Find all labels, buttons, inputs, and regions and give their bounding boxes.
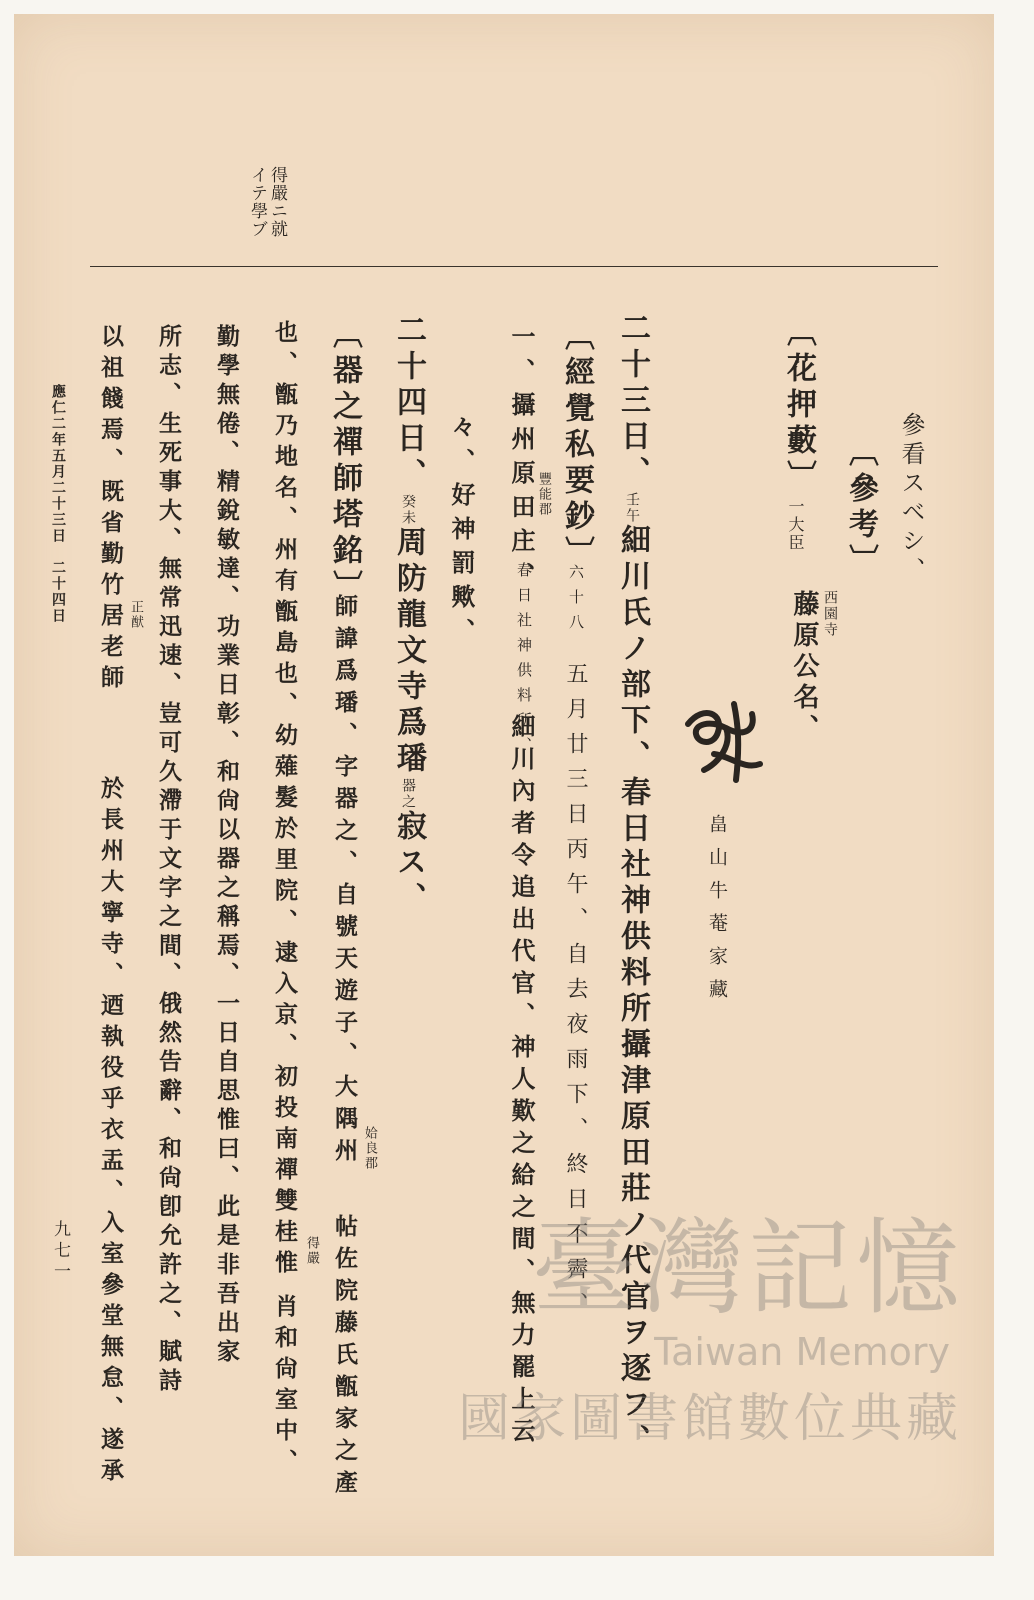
keikaku-continuation: 々、好神罰歟、 [447,414,476,652]
watermark-chinese: 國家圖書館數位典藏 [458,1389,963,1449]
keikaku-heading: 〔經覺私要鈔〕 [559,320,594,572]
keikaku-item-a: 一、攝州原田庄、 [507,324,536,596]
page-number: 九七一 [50,1220,70,1283]
entry24-text-b: 寂ス、 [391,810,426,918]
kaoubou-name: 藤原公名、 [789,590,819,745]
keikaku-volume: 六十八 [567,564,585,639]
keikaku-item-c: 細川內者令追出代官、神人歎之給之間、無力罷上云 [507,714,536,1450]
entry23-date: 二十三日、 [615,312,650,492]
document-page [14,14,994,1556]
entry23-text: 細川氏ノ部下、春日社神供料所攝津原田莊ノ代官ヲ逐フ、 [615,524,650,1460]
inscription-col5-note: 正猷 [128,600,143,630]
inscription-col3: 勤學無倦、精銳敏達、功業日彰、和尙以器之稱焉、一日自思惟曰、此是非吾出家 [213,324,240,1368]
taiwan-memory-watermark [444,1184,964,1449]
watermark-title: 臺灣記憶 [531,1207,964,1329]
entry23-ganzhi: 壬午 [624,492,640,524]
margin-note-line-1: 得嚴ニ就 [267,166,287,238]
entry24-date: 二十四日、 [391,314,426,494]
collection-label: 畠山牛菴家藏 [706,814,728,1012]
inscription-col2b: 肖和尙室中、 [271,1294,298,1480]
entry24 [386,314,430,918]
inscription-col5b: 於長州大寧寺、迺執役乎衣盂、入室參堂無怠、遂承 [97,776,124,1489]
margin-note-line-2: イテ學ブ [247,166,267,238]
sankou-heading: 〔參考〕 [843,436,878,580]
kaoubou-rank: 一大臣 [786,498,805,552]
inscription-col2-note: 得嚴 [304,1236,319,1266]
keikaku-gun-note: 豐能郡 [536,472,551,517]
margin-note [266,166,287,238]
keikaku-item-b: 春日社神供料所、 [515,562,533,762]
keikaku-text: 五月廿三日丙午、自去夜雨下、終日不霽、 [563,662,588,1327]
header-rule [90,266,938,267]
entry24-text-small: 器之 [400,778,416,810]
inscription-col2: 也、甑乃地名、州有甑島也、幼薙髮於里院、逮入京、初投南禪雙桂惟 [271,320,298,1281]
kaoubou-heading: 〔花押藪〕 [781,316,816,496]
watermark-english: Taiwan Memory [654,1330,950,1374]
inscription-col1-gun: 姶良郡 [362,1126,377,1171]
margin-note-2 [246,166,267,238]
sankan-text: 參看スベシ、 [897,412,925,586]
kaou-seal-image [674,684,770,794]
inscription-col5a: 以祖餞焉、既省勤竹居老師 [97,324,124,696]
inscription-col1b: 帖佐院藤氏甑家之產 [331,1214,358,1502]
entry24-text-a: 周防龍文寺爲璠 [391,526,426,778]
kinoto-heading: 〔器之禪師塔銘〕 [327,318,362,606]
inscription-col4: 所志、生死事大、無常迅速、豈可久滯于文字之間、俄然告辭、和尙卽允許之、賦詩 [155,324,182,1397]
entry24-ganzhi: 癸未 [400,494,416,526]
inscription-col1: 師諱爲璠、字器之、自號天遊子、大隅州 [331,594,358,1170]
kaoubou-family: 西園寺 [822,590,838,638]
footer-date: 應仁二年五月二十三日 二十四日 [50,384,66,624]
